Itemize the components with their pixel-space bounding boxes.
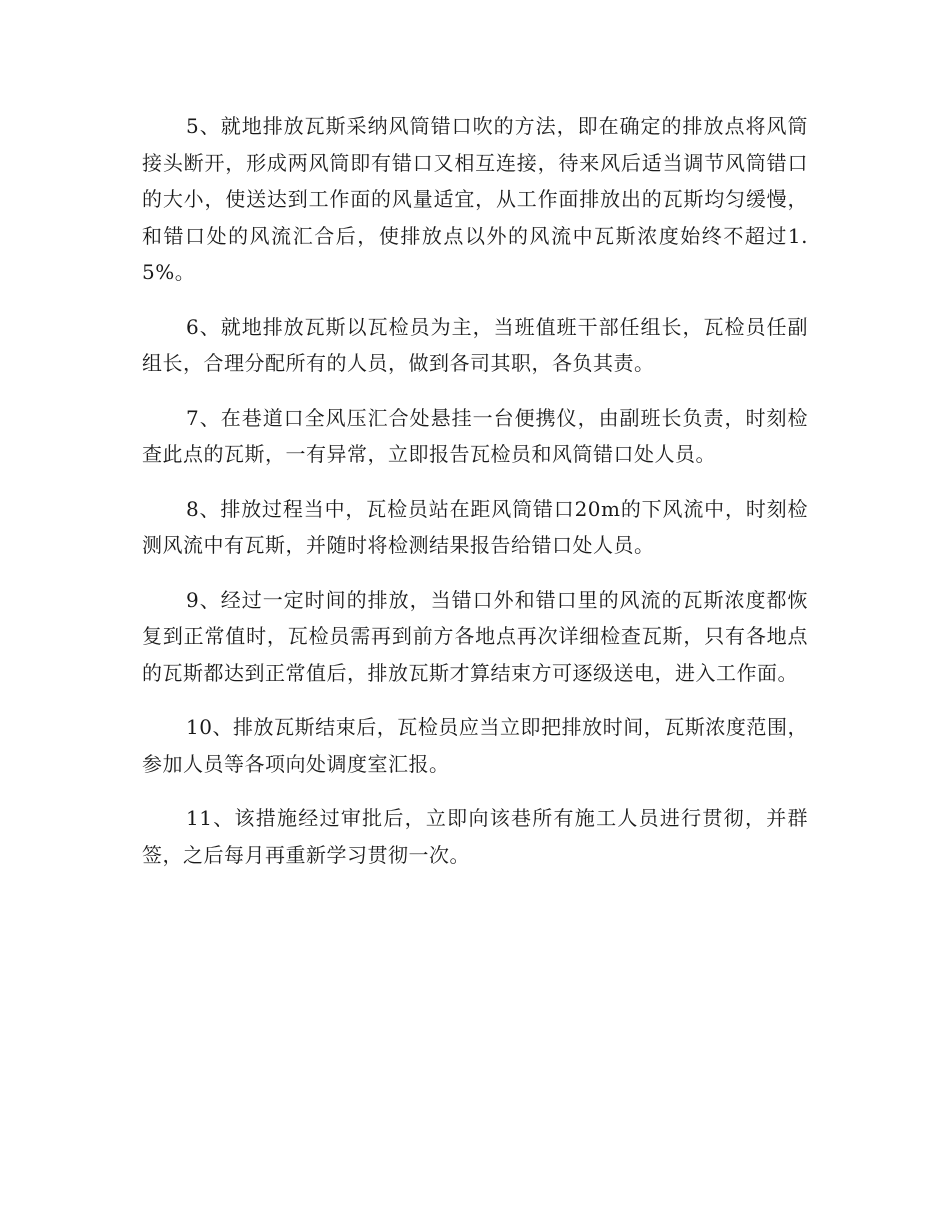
paragraph-item-6: 6、就地排放瓦斯以瓦检员为主，当班值班干部任组长，瓦检员任副组长，合理分配所有的人员，做到各司其职，各负其责。 [142, 314, 808, 375]
paragraph-item-10: 10、排放瓦斯结束后，瓦检员应当立即把排放时间，瓦斯浓度范围，参加人员等各项向处调度室汇报。 [142, 715, 808, 776]
paragraph-item-8: 8、排放过程当中，瓦检员站在距风筒错口20m的下风流中，时刻检测风流中有瓦斯，并随时将检测结果报告给错口处人员。 [142, 496, 808, 557]
paragraph-item-11: 11、该措施经过审批后，立即向该巷所有施工人员进行贯彻，并群签，之后每月再重新学习贯彻一次。 [142, 806, 808, 867]
paragraph-item-9: 9、经过一定时间的排放，当错口外和错口里的风流的瓦斯浓度都恢复到正常值时，瓦检员需再到前方各地点再次详细检查瓦斯，只有各地点的瓦斯都达到正常值后，排放瓦斯才算结束方可逐级送电，进入工作面。 [142, 587, 808, 685]
paragraph-item-7: 7、在巷道口全风压汇合处悬挂一台便携仪，由副班长负责，时刻检查此点的瓦斯，一有异常，立即报告瓦检员和风筒错口处人员。 [142, 405, 808, 466]
paragraph-item-5: 5、就地排放瓦斯采纳风筒错口吹的方法，即在确定的排放点将风筒接头断开，形成两风筒即有错口又相互连接，待来风后适当调节风筒错口的大小，使送达到工作面的风量适宜，从工作面排放出的瓦斯均匀缓慢，和错口处的风流汇合后，使排放点以外的风流中瓦斯浓度始终不超过1.5%。 [142, 114, 808, 284]
document-body [142, 108, 808, 891]
